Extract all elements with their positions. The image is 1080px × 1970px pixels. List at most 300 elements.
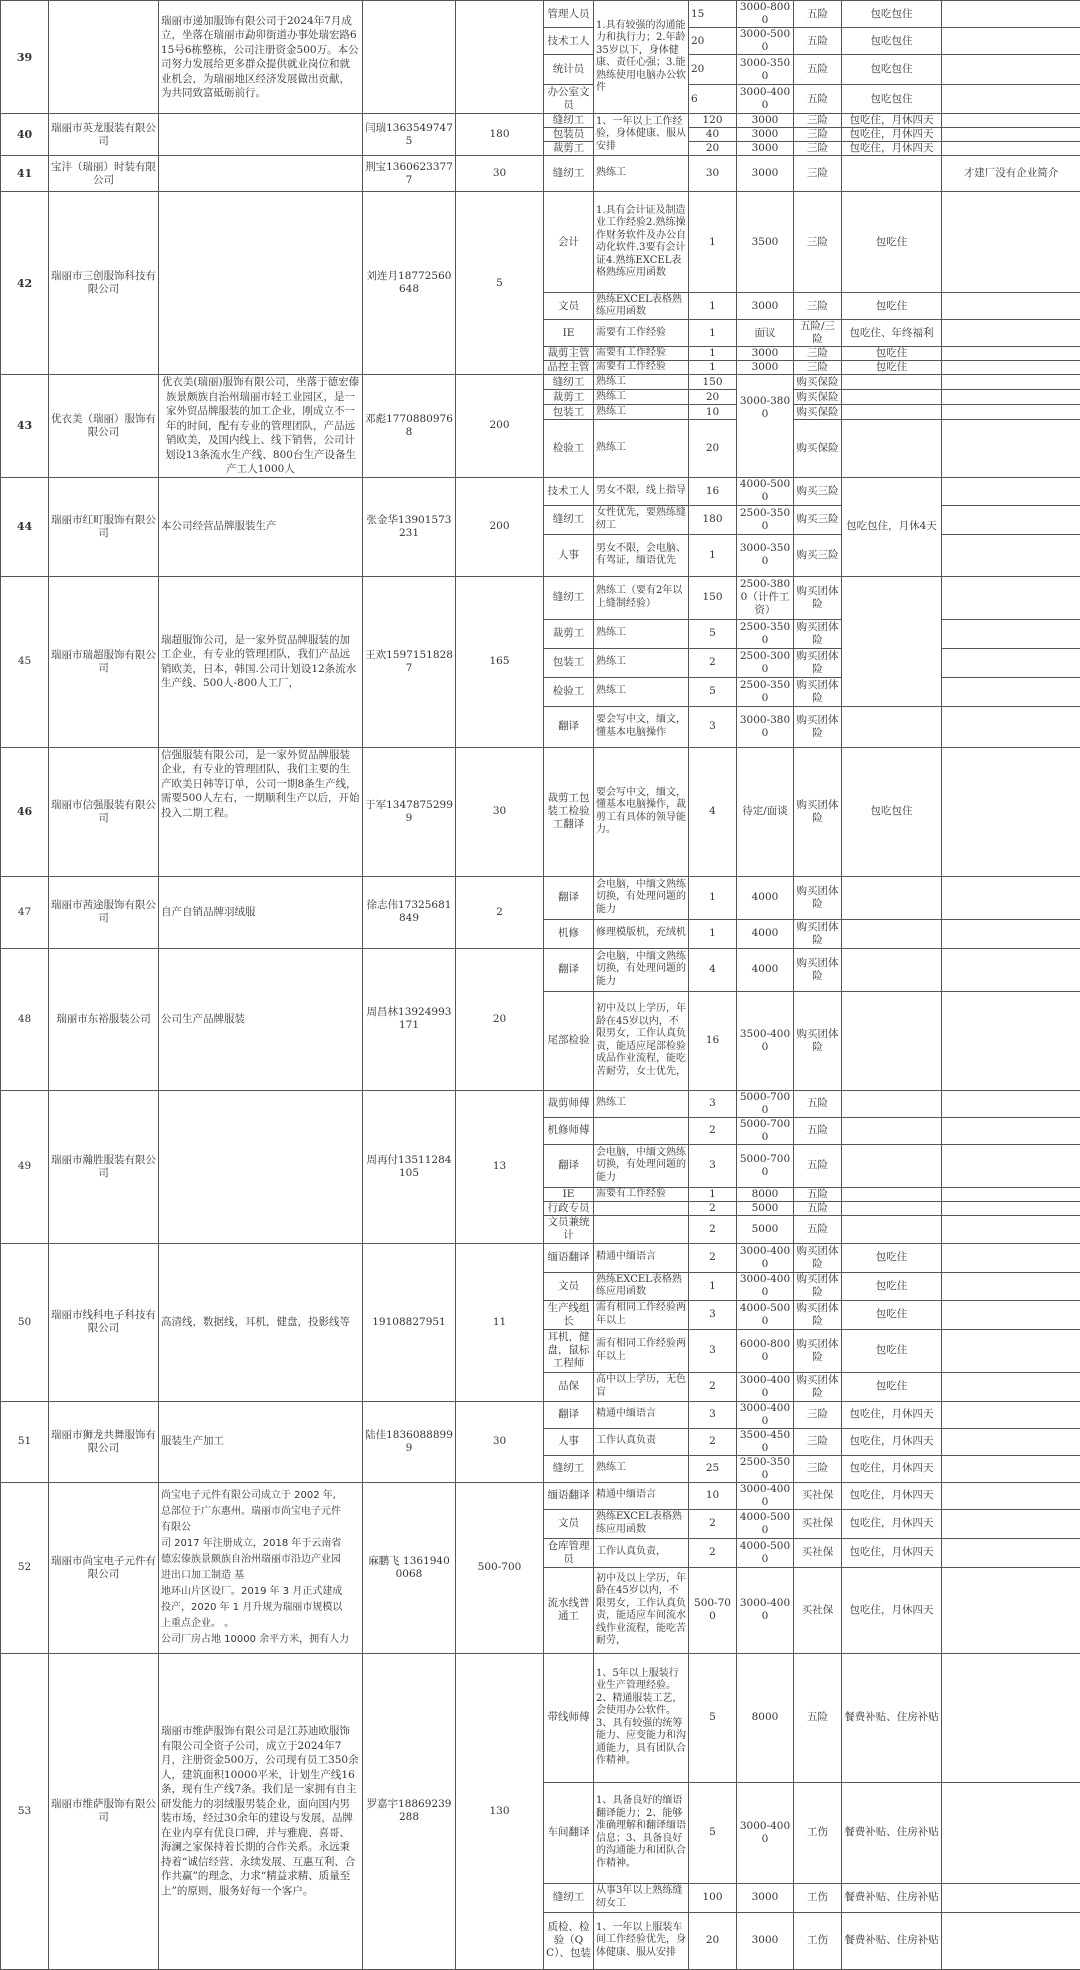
salary: 3000 [737,114,794,128]
total-hires: 200 [456,375,544,478]
requirement: 男女不限，会电脑、有驾证，缅语优先 [594,534,689,576]
salary: 4000 [737,919,794,948]
hire-count: 5 [689,677,737,706]
hire-count: 2 [689,1538,737,1567]
hire-count: 2 [689,1509,737,1538]
requirement: 精通中缅语言 [594,1482,689,1509]
insurance: 购买保险 [794,375,842,390]
total-hires [456,1,544,114]
note [942,1201,1080,1215]
salary: 5000-7000 [737,1144,794,1187]
note [942,1329,1080,1372]
hire-count: 2 [689,648,737,677]
company-description [159,1090,363,1243]
insurance: 购买团体险 [794,919,842,948]
salary: 4000 [737,876,794,919]
hire-count: 25 [689,1455,737,1482]
insurance: 三险 [794,192,842,293]
requirement: 要会写中文，缅文，懂基本电脑操作，裁剪工有具体的领导能力。 [594,747,689,876]
position: 行政专员 [544,1201,594,1215]
hire-count: 3 [689,1300,737,1329]
company-description [159,114,363,156]
requirement: 需要有工作经验 [594,1187,689,1201]
requirement: 熟练工 [594,156,689,192]
note [942,293,1080,320]
benefits: 包吃住 [842,347,942,361]
position: 尾部检验 [544,991,594,1090]
note [942,1455,1080,1482]
hire-count: 1 [689,347,737,361]
note [942,677,1080,706]
benefits: 包吃包住 [842,55,942,85]
salary: 5000-7000 [737,1090,794,1117]
salary: 3000-3800 [737,706,794,747]
contact: 闫瑞13635497475 [363,114,456,156]
salary: 4000-5000 [737,1538,794,1567]
hire-count: 1 [689,192,737,293]
hire-count: 180 [689,505,737,534]
hire-count: 10 [689,405,737,420]
hire-count: 500-700 [689,1567,737,1653]
position: 翻译 [544,1144,594,1187]
note [942,919,1080,948]
note [942,1243,1080,1272]
total-hires: 30 [456,747,544,876]
salary: 3000-3500 [737,534,794,576]
salary: 3000-4000 [737,85,794,114]
row-number: 53 [1,1653,49,1969]
salary: 3000 [737,156,794,192]
hire-count: 1 [689,361,737,375]
note [942,420,1080,477]
position: 包装员 [544,128,594,142]
insurance: 五险 [794,1,842,28]
insurance: 购买团体险 [794,747,842,876]
insurance: 五险 [794,1187,842,1201]
benefits [842,706,942,747]
total-hires: 2 [456,876,544,948]
note [942,876,1080,919]
benefits [842,876,942,919]
company-name: 瑞丽市线科电子科技有限公司 [49,1243,159,1401]
desc-line: 司 2017 年注册成立，2018 年于云南省 [161,1536,360,1552]
insurance: 购买团体险 [794,677,842,706]
hire-count: 20 [689,390,737,405]
note [942,1912,1080,1969]
salary: 3000 [737,347,794,361]
desc-line: 尚宝电子元件有限公司成立于 2002 年, [161,1488,360,1504]
position: 人事 [544,1428,594,1455]
desc-line: 上重点企业。 。 [161,1616,360,1632]
position: 品控主管 [544,361,594,375]
desc-line: 有限公 [161,1520,360,1536]
position: 统计员 [544,55,594,85]
insurance: 三险 [794,361,842,375]
contact: 徐志伟17325681849 [363,876,456,948]
insurance: 购买团体险 [794,1243,842,1272]
salary: 3000 [737,1883,794,1912]
benefits: 包吃住 [842,361,942,375]
position: 文员兼统计 [544,1215,594,1243]
insurance: 购买团体险 [794,619,842,648]
insurance: 三险 [794,114,842,128]
benefits: 包吃住，月休四天 [842,1509,942,1538]
insurance: 工伤 [794,1782,842,1883]
requirement: 修理模版机，充绒机 [594,919,689,948]
company-name: 瑞丽市瀚胜服装有限公司 [49,1090,159,1243]
company-name: 瑞丽市红町服饰有限公司 [49,477,159,576]
insurance: 三险 [794,1455,842,1482]
benefits [842,1187,942,1201]
benefits: 包吃住，月休四天 [842,1482,942,1509]
company-description: 瑞超服饰公司，是一家外贸品牌服装的加工企业，有专业的管理团队，我们产品远销欧美，日本，韩国.公司计划设12条流水生产线、500人-800人工厂， [159,576,363,747]
note [942,1272,1080,1300]
requirement [594,1117,689,1144]
salary: 2500-3500 [737,619,794,648]
salary: 6000-8000 [737,1329,794,1372]
requirement: 需有相同工作经验两年以上 [594,1329,689,1372]
row-number: 48 [1,948,49,1090]
insurance: 三险 [794,128,842,142]
hire-count: 100 [689,1883,737,1912]
note [942,1538,1080,1567]
hire-count: 2 [689,1201,737,1215]
hire-count: 4 [689,747,737,876]
note [942,375,1080,390]
position: 车间翻译 [544,1782,594,1883]
insurance: 购买团体险 [794,876,842,919]
position: 包装工 [544,405,594,420]
salary: 3000-4000 [737,1401,794,1428]
salary: 3000-3500 [737,55,794,85]
total-hires: 13 [456,1090,544,1243]
desc-line: 地环山片区设厂。2019 年 3 月正式建成 [161,1584,360,1600]
hire-count: 2 [689,1117,737,1144]
note [942,1883,1080,1912]
hire-count: 6 [689,85,737,114]
insurance: 三险 [794,347,842,361]
note [942,1090,1080,1117]
benefits [842,948,942,991]
company-description: 瑞丽市维萨服饰有限公司是江苏迪欧服饰有限公司全资子公司，成立于2024年7月，注册资金500万，公司现有员工350余人，建筑面积10000平米，计划生产线16条，现有生产线7条。我们是一家拥有自主研发能力的羽绒服男装企业，面向国内男装市场，经过30余年的建设与发展，品牌在业内享有优良口碑，并与雅鹿、喜哥、海澜之家保持着长期的合作关系。永远秉持着“诚信经营、永续发展、互惠互利、合作共赢”的理念，力求“精益求精、质量至上”的原则，服务好每一个客户。 [159,1653,363,1969]
insurance: 购买三险 [794,505,842,534]
requirement: 工作认真负责 [594,1428,689,1455]
hire-count: 3 [689,1329,737,1372]
row-number: 49 [1,1090,49,1243]
requirement: 熟练工 [594,390,689,405]
company-name: 瑞丽市信强服装有限公司 [49,747,159,876]
position: 裁剪工 [544,390,594,405]
table-row [1,1243,1080,1272]
row-number: 39 [1,1,49,114]
requirement: 初中及以上学历，年龄在45岁以内，不限男女，工作认真负责，能适应车间流水线作业流程，能吃苦耐劳， [594,1567,689,1653]
note [942,192,1080,293]
benefits: 包吃住，月休四天 [842,1428,942,1455]
requirement: 熟练工 [594,420,689,477]
row-number: 44 [1,477,49,576]
note [942,1144,1080,1187]
total-hires: 5 [456,192,544,375]
benefits: 包吃住 [842,1372,942,1401]
contact [363,1,456,114]
insurance: 购买团体险 [794,1372,842,1401]
table-row [1,477,1080,505]
requirement: 会电脑，中缅文熟练切换，有处理问题的能力 [594,1144,689,1187]
insurance: 工伤 [794,1883,842,1912]
note [942,361,1080,375]
salary: 4000-5000 [737,477,794,505]
total-hires: 180 [456,114,544,156]
benefits: 包吃住，月休四天 [842,1455,942,1482]
salary: 2500-3500 [737,1455,794,1482]
requirement: 熟练工 [594,1090,689,1117]
benefits: 包吃包住 [842,28,942,55]
insurance: 购买团体险 [794,991,842,1090]
hire-count: 20 [689,28,737,55]
benefits: 包吃住、年终福利 [842,320,942,347]
benefits: 餐费补贴、住房补贴 [842,1653,942,1782]
row-number: 51 [1,1401,49,1482]
hire-count: 1 [689,534,737,576]
company-name: 宝沣（瑞丽）时装有限公司 [49,156,159,192]
position: 翻译 [544,948,594,991]
total-hires: 200 [456,477,544,576]
position: 技术工人 [544,477,594,505]
table-row [1,192,1080,293]
benefits: 包吃住，月休四天 [842,1567,942,1653]
requirement: 从事3年以上熟练缝纫女工 [594,1883,689,1912]
hire-count: 150 [689,375,737,390]
company-name: 优衣美（瑞丽）服饰有限公司 [49,375,159,478]
benefits [842,156,942,192]
company-description: 高清线，数据线，耳机，健盘，投影线等 [159,1243,363,1401]
hire-count: 120 [689,114,737,128]
requirement [594,1201,689,1215]
note [942,128,1080,142]
position: 翻译 [544,1401,594,1428]
position: 会计 [544,192,594,293]
salary: 3500 [737,192,794,293]
company-name: 瑞丽市瑞超服饰有限公司 [49,576,159,747]
benefits: 包吃住 [842,1329,942,1372]
insurance: 五险 [794,1144,842,1187]
hire-count: 1 [689,1272,737,1300]
note [942,648,1080,677]
salary: 3000-8000 [737,1,794,28]
company-description: 公司生产品牌服装 [159,948,363,1090]
salary: 2500-3000 [737,648,794,677]
benefits [842,1090,942,1117]
note [942,1482,1080,1509]
note [942,1567,1080,1653]
table-row [1,747,1080,876]
insurance: 购买团体险 [794,706,842,747]
company-name: 瑞丽市茜途服饰有限公司 [49,876,159,948]
benefits: 包吃住，月休四天 [842,128,942,142]
company-name: 瑞丽市三创服饰科技有限公司 [49,192,159,375]
position: 流水线普通工 [544,1567,594,1653]
insurance: 五险 [794,85,842,114]
note [942,1401,1080,1428]
salary: 2500-3800（计件工资） [737,576,794,619]
note [942,320,1080,347]
benefits [842,420,942,477]
hire-count: 150 [689,576,737,619]
note [942,55,1080,85]
total-hires: 11 [456,1243,544,1401]
hire-count: 4 [689,948,737,991]
company-description: 本公司经营品牌服装生产 [159,477,363,576]
note [942,948,1080,991]
insurance: 购买保险 [794,420,842,477]
benefits: 包吃住 [842,1272,942,1300]
note [942,390,1080,405]
note [942,1,1080,28]
company-name: 瑞丽市东裕服装公司 [49,948,159,1090]
position: 裁剪主管 [544,347,594,361]
insurance: 买社保 [794,1509,842,1538]
requirement: 需要有工作经验 [594,347,689,361]
row-number: 42 [1,192,49,375]
total-hires: 30 [456,156,544,192]
contact: 周再付13511284105 [363,1090,456,1243]
requirement: 高中以上学历，无色盲 [594,1372,689,1401]
contact: 麻鹏飞 13619400068 [363,1482,456,1653]
position: 文员 [544,1272,594,1300]
hire-count: 3 [689,1401,737,1428]
benefits: 包吃住 [842,293,942,320]
hire-count: 2 [689,1215,737,1243]
desc-line: 总部位于广东惠州。瑞丽市尚宝电子元件 [161,1504,360,1520]
benefits: 包吃包住，月休4天 [842,477,942,576]
desc-line: 投产，2020 年 1 月升规为瑞丽市规模以 [161,1600,360,1616]
hire-count: 2 [689,1243,737,1272]
hire-count: 20 [689,420,737,477]
hire-count: 3 [689,706,737,747]
note [942,1300,1080,1329]
position: 耳机，健盘，鼠标工程师 [544,1329,594,1372]
row-number: 47 [1,876,49,948]
insurance: 五险 [794,1117,842,1144]
insurance: 买社保 [794,1538,842,1567]
note [942,1428,1080,1455]
salary: 8000 [737,1653,794,1782]
hire-count: 15 [689,1,737,28]
requirement: 需要有工作经验 [594,361,689,375]
salary: 3000-4000 [737,1782,794,1883]
note [942,1653,1080,1782]
note [942,747,1080,876]
insurance: 三险 [794,142,842,156]
note [942,347,1080,361]
note [942,576,1080,619]
salary: 4000-5000 [737,1300,794,1329]
benefits [842,919,942,948]
row-number: 50 [1,1243,49,1401]
requirement: 熟练工 [594,375,689,390]
contact: 陆佳18360888999 [363,1401,456,1482]
contact: 王欢15971518287 [363,576,456,747]
benefits: 餐费补贴、住房补贴 [842,1782,942,1883]
position: 文员 [544,1509,594,1538]
note [942,142,1080,156]
table-row [1,1653,1080,1782]
position: 生产线组长 [544,1300,594,1329]
position: 裁剪工 [544,142,594,156]
note [942,1117,1080,1144]
company-description: 服装生产加工 [159,1401,363,1482]
salary: 3500-4000 [737,991,794,1090]
position: 办公室文员 [544,85,594,114]
hire-count: 1 [689,320,737,347]
insurance: 五险 [794,1215,842,1243]
contact: 荆宝13606233777 [363,156,456,192]
position: 缝纫工 [544,375,594,390]
hire-count: 16 [689,477,737,505]
note [942,28,1080,55]
hire-count: 5 [689,619,737,648]
position: 缝纫工 [544,156,594,192]
benefits: 包吃包住 [842,1,942,28]
table-row [1,1,1080,28]
insurance: 购买团体险 [794,648,842,677]
table-row [1,576,1080,619]
note [942,1215,1080,1243]
requirement: 需有相同工作经验两年以上 [594,1300,689,1329]
benefits [842,390,942,405]
benefits: 包吃包住 [842,747,942,876]
position: 裁剪工包装工检验工翻译 [544,747,594,876]
note [942,1187,1080,1201]
hire-count: 5 [689,1782,737,1883]
benefits [842,405,942,420]
hire-count: 2 [689,1428,737,1455]
requirement: 工作认真负责， [594,1538,689,1567]
requirement: 要会写中文，缅文，懂基本电脑操作 [594,706,689,747]
position: 缝纫工 [544,114,594,128]
total-hires: 20 [456,948,544,1090]
benefits: 包吃住，月休四天 [842,142,942,156]
requirement: 男女不限，线上指导 [594,477,689,505]
benefits [842,1215,942,1243]
insurance: 五险 [794,1201,842,1215]
requirement: 1.具有会计证及制造业工作经验2.熟练操作财务软件及办公自动化软件.3要有会计证4.熟练EXCEL表格熟练应用函数 [594,192,689,293]
table-row [1,1482,1080,1509]
total-hires: 165 [456,576,544,747]
row-number: 52 [1,1482,49,1653]
insurance: 五险 [794,28,842,55]
salary: 8000 [737,1187,794,1201]
position: IE [544,1187,594,1201]
hire-count: 2 [689,1372,737,1401]
desc-line: 公司厂房占地 10000 余平方米，拥有人力 [161,1632,360,1648]
insurance: 买社保 [794,1567,842,1653]
company-description [159,1482,363,1653]
position: 翻译 [544,876,594,919]
company-name: 瑞丽市狮龙共舞服饰有限公司 [49,1401,159,1482]
note [942,534,1080,576]
benefits: 包吃包住 [842,85,942,114]
insurance: 购买团体险 [794,1272,842,1300]
position: 缝纫工 [544,1455,594,1482]
position: 机修 [544,919,594,948]
requirement: 精通中缅语言 [594,1401,689,1428]
company-description: 自产自销品牌羽绒服 [159,876,363,948]
salary: 2500-3500 [737,677,794,706]
insurance: 购买团体险 [794,1300,842,1329]
position: 裁剪工 [544,619,594,648]
benefits: 包吃住 [842,1300,942,1329]
